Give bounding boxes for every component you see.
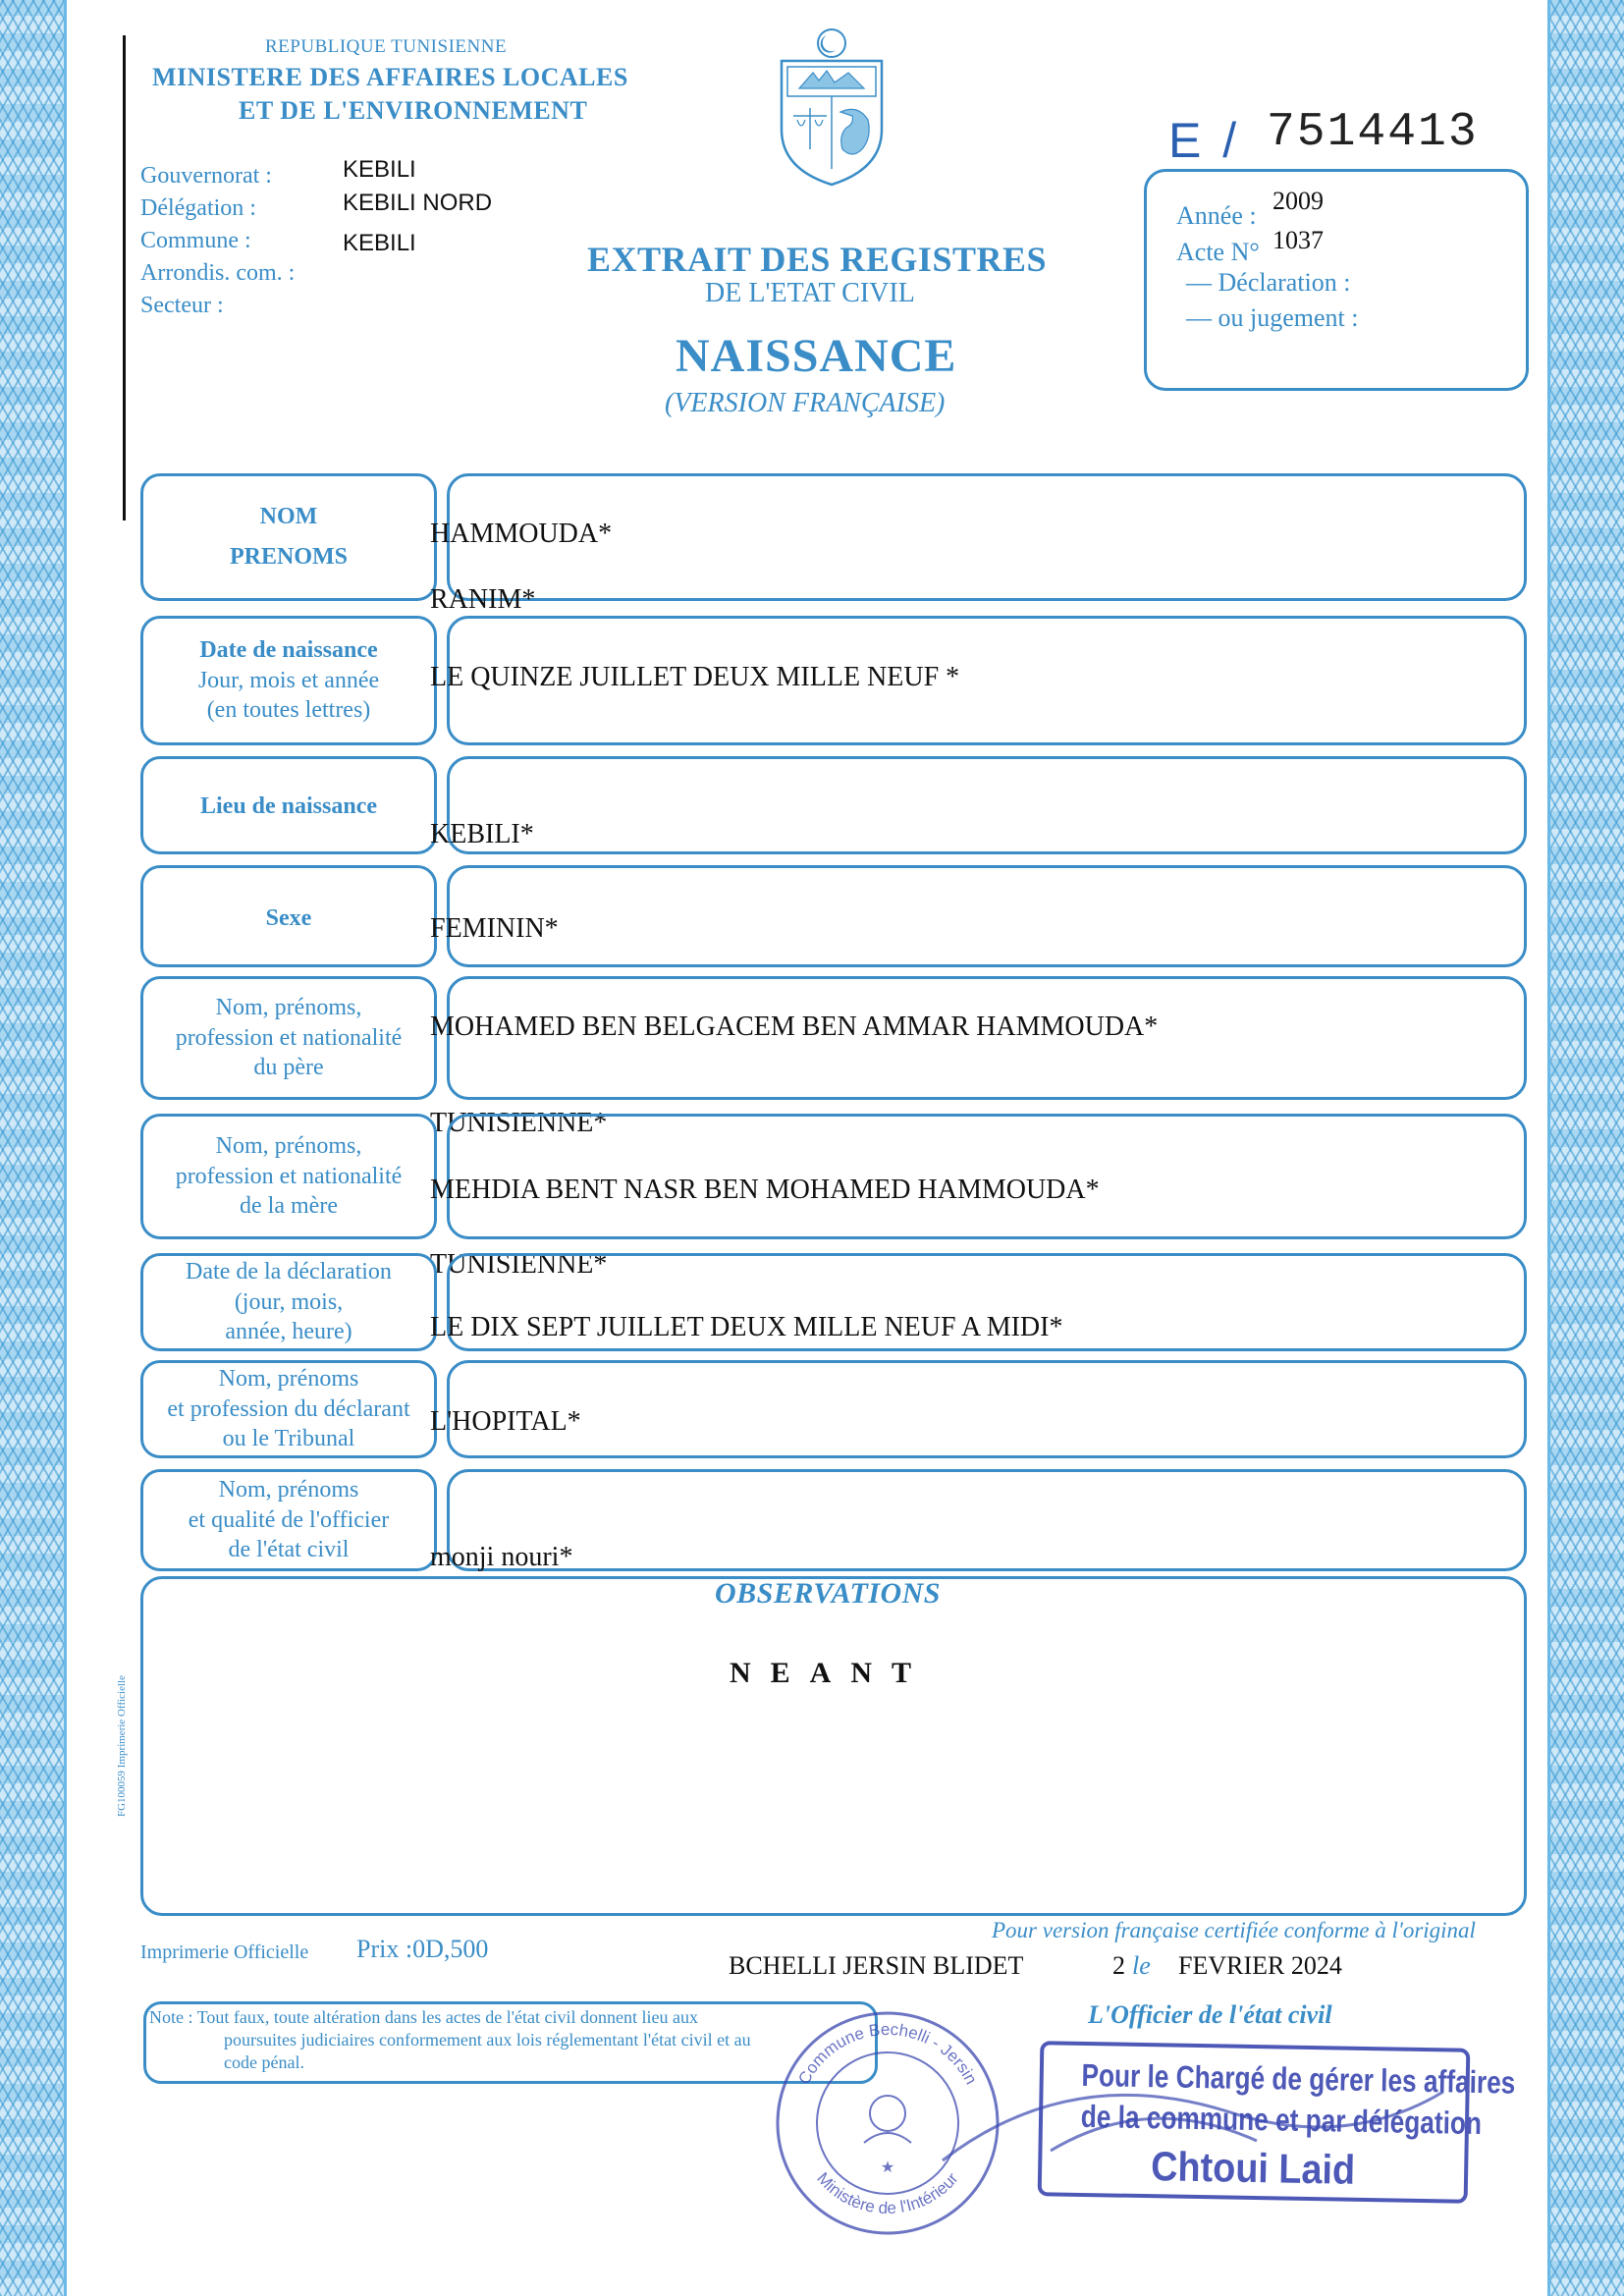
date-naissance-sublabel: Jour, mois et année — [197, 667, 380, 693]
mere-sublabel2: de la mère — [240, 1193, 338, 1220]
declarant-sublabel2: ou le Tribunal — [222, 1426, 355, 1452]
pere-sublabel: profession et nationalité — [175, 1024, 403, 1051]
observations-title: OBSERVATIONS — [715, 1577, 941, 1610]
lieu-naissance-label: Lieu de naissance — [199, 793, 378, 819]
declaration-label: — Déclaration : — [1186, 268, 1351, 297]
printer-label: Imprimerie Officielle — [140, 1941, 309, 1963]
left-guilloche-border — [0, 0, 67, 2296]
declarant-label-box — [140, 1360, 437, 1458]
issue-day: 2 — [1112, 1951, 1125, 1980]
gouvernorat-value: KEBILI — [343, 156, 416, 183]
officier-label-box — [140, 1469, 437, 1571]
price-label: Prix :0D,500 — [356, 1935, 489, 1963]
observations-box — [140, 1576, 1527, 1916]
stamp-line1: Pour le Chargé de gérer les affaires — [1081, 2056, 1516, 2101]
declarant-label: Nom, prénoms — [218, 1365, 359, 1392]
nom-value: HAMMOUDA* — [430, 519, 613, 549]
mere-nationality: TUNISIENNE* — [430, 1249, 608, 1280]
svg-text:★: ★ — [880, 2159, 895, 2176]
officier-value-box — [447, 1469, 1527, 1571]
lieu-naissance-label-box — [140, 756, 437, 854]
declaration-date-label: Date de la déclaration — [186, 1258, 392, 1285]
date-naissance-sublabel2: (en toutes lettres) — [206, 697, 371, 724]
document-type: NAISSANCE — [676, 330, 957, 382]
issue-place: BCHELLI JERSIN BLIDET — [729, 1951, 1024, 1980]
stamp-line3: Chtoui Laid — [1150, 2143, 1356, 2193]
mere-value: MEHDIA BENT NASR BEN MOHAMED HAMMOUDA* — [430, 1175, 1100, 1205]
commune-label: Commune : — [140, 228, 251, 253]
right-guilloche-border — [1547, 0, 1624, 2296]
lieu-naissance-value: KEBILI* — [430, 819, 534, 849]
certification-text: Pour version française certifiée conforme à l'original — [992, 1918, 1476, 1942]
declaration-date-sublabel: (jour, mois, — [234, 1288, 344, 1315]
acte-label: Acte N° — [1176, 238, 1260, 266]
sexe-value: FEMININ* — [430, 913, 559, 944]
pere-label-box — [140, 976, 437, 1100]
declarant-sublabel: et profession du déclarant — [167, 1395, 410, 1422]
prenoms-label: PRENOMS — [230, 544, 348, 570]
ministry-heading-line1: MINISTERE DES AFFAIRES LOCALES — [152, 63, 628, 91]
secteur-label: Secteur : — [140, 293, 224, 318]
commune-value: KEBILI — [343, 230, 416, 256]
stamp-line2: de la commune et par délégation — [1080, 2098, 1483, 2142]
mere-label-box — [140, 1114, 437, 1239]
officier-sublabel: et qualité de l'officier — [188, 1506, 390, 1533]
mere-label: Nom, prénoms, — [215, 1132, 362, 1159]
pere-nationality: TUNISIENNE* — [430, 1108, 608, 1138]
note-line1: Note : Tout faux, toute altération dans les actes de l'état civil donnent lieu aux — [149, 2007, 698, 2027]
serial-number: 7514413 — [1267, 106, 1479, 159]
round-stamp-top-text: Commune Bechelli - Jersin — [794, 2019, 981, 2088]
printer-code: FG100059 Imprimerie Officielle — [116, 1675, 128, 1817]
officer-title: L'Officier de l'état civil — [1088, 2000, 1332, 2029]
delegation-label: Délégation : — [140, 195, 256, 221]
declarant-value-box — [447, 1360, 1527, 1458]
delegation-value: KEBILI NORD — [343, 190, 493, 216]
officier-sublabel2: de l'état civil — [228, 1537, 350, 1563]
document-subtitle: DE L'ETAT CIVIL — [705, 278, 915, 308]
declarant-value: L'HOPITAL* — [430, 1406, 581, 1437]
tunisia-coat-of-arms-icon — [770, 22, 893, 189]
pere-value: MOHAMED BEN BELGACEM BEN AMMAR HAMMOUDA* — [430, 1011, 1159, 1042]
declaration-date-value: LE DIX SEPT JUILLET DEUX MILLE NEUF A MIDI* — [430, 1312, 1063, 1342]
note-line2: poursuites judiciaires conformement aux lois réglementant l'état civil et au — [224, 2030, 751, 2050]
header-divider-line — [123, 35, 126, 520]
arrondissement-label: Arrondis. com. : — [140, 260, 296, 286]
nom-prenoms-label-box — [140, 473, 437, 601]
document-title: EXTRAIT DES REGISTRES — [587, 240, 1048, 279]
republic-heading: REPUBLIQUE TUNISIENNE — [265, 36, 508, 57]
ministry-heading-line2: ET DE L'ENVIRONNEMENT — [239, 96, 588, 125]
prenom-value: RANIM* — [430, 584, 536, 615]
annee-value: 2009 — [1272, 187, 1324, 215]
gouvernorat-label: Gouvernorat : — [140, 163, 272, 189]
observations-text: NEANT — [730, 1657, 932, 1689]
acte-value: 1037 — [1272, 226, 1324, 254]
pere-label: Nom, prénoms, — [215, 994, 362, 1020]
jugement-label: — ou jugement : — [1186, 303, 1359, 332]
declaration-date-label-box — [140, 1253, 437, 1351]
mere-sublabel: profession et nationalité — [175, 1163, 403, 1189]
sexe-value-box — [447, 865, 1527, 967]
note-line3: code pénal. — [224, 2052, 304, 2072]
declaration-date-sublabel2: année, heure) — [225, 1319, 352, 1345]
round-stamp-bottom-text: Ministère de l'Intérieur — [813, 2168, 962, 2218]
pere-sublabel2: du père — [253, 1055, 324, 1081]
sexe-label: Sexe — [265, 905, 312, 931]
signature-scribble-icon — [933, 2052, 1516, 2190]
date-naissance-label-box — [140, 616, 437, 745]
serial-prefix: E / — [1168, 113, 1241, 168]
version-label: (VERSION FRANÇAISE) — [665, 388, 946, 418]
issue-le: le — [1132, 1951, 1151, 1980]
date-naissance-value: LE QUINZE JUILLET DEUX MILLE NEUF * — [430, 662, 960, 692]
lieu-naissance-value-box — [447, 756, 1527, 854]
nom-label: NOM — [259, 504, 318, 530]
officier-label: Nom, prénoms — [218, 1476, 359, 1503]
officier-value: monji nouri* — [430, 1542, 573, 1572]
annee-label: Année : — [1176, 201, 1257, 230]
sexe-label-box — [140, 865, 437, 967]
issue-month-year: FEVRIER 2024 — [1178, 1951, 1342, 1980]
date-naissance-label: Date de naissance — [199, 636, 378, 663]
